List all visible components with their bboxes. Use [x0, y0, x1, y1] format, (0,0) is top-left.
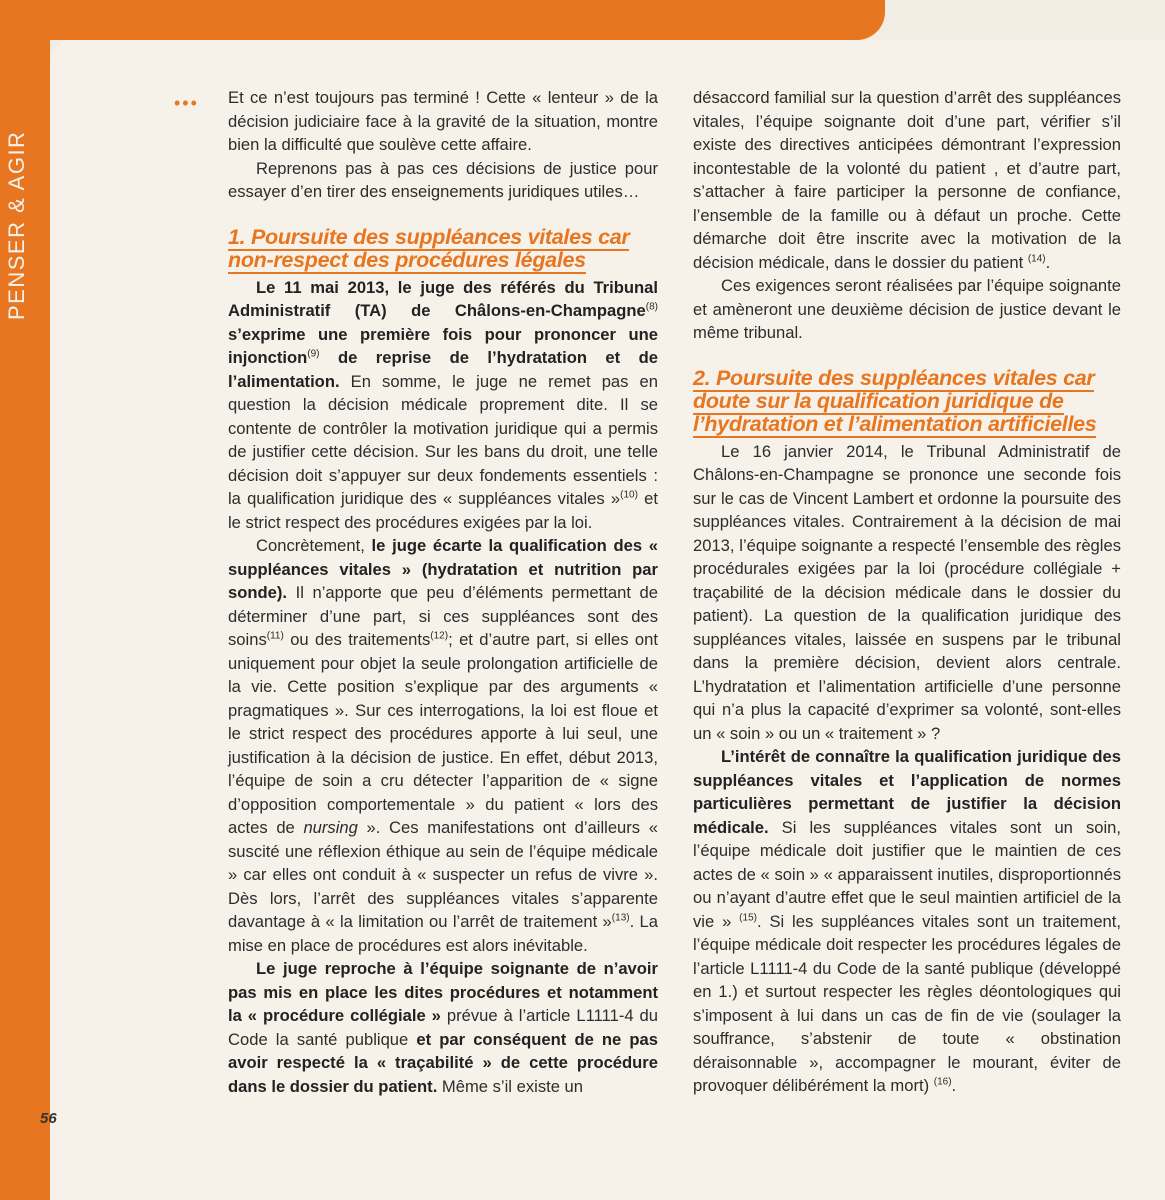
- page-number: 56: [40, 1110, 57, 1127]
- paragraph: Concrètement, le juge écarte la qualification des « suppléances vitales » (hydratation et nutrition par sonde). Il n’apporte que peu d’éléments permettant de déterminer d’une part, si ces suppléances sont des soins$^{(11)}$ ou des traitements$^{(12)}$; et d’autre part, si elles ont uniquement pour objet la seule prolongation artificielle de la vie. Cette position s’explique par des arguments « pragmatiques ». Sur ces interrogations, la loi est floue et le strict respect des procédures apporte à lui seul, une justification à la décision de justice. En effet, début 2013, l’équipe de soin a cru détecter l’apparition de « signe d’opposition comportementale » du patient « lors des actes de nursing ». Ces manifestations ont d’ailleurs « suscité une réflexion éthique au sein de l’équipe médicale » car elles ont conduit à « suspecter un refus de vivre ». Dès lors, l’arrêt des suppléances vitales s’apparente davantage à « la limitation ou l’arrêt de traitement »$^{(13)}$. La mise en place de procédures est alors inévitable.: [228, 536, 658, 955]
- paragraph: Ces exigences seront réalisées par l’équipe soignante et amèneront une deuxième décision de justice devant le même tribunal.: [693, 276, 1121, 342]
- paragraph: Reprenons pas à pas ces décisions de justice pour essayer d’en tirer des enseignements juridiques utiles…: [228, 158, 658, 201]
- section-heading-1: 1. Poursuite des suppléances vitales car non-respect des procédures légales: [228, 224, 630, 272]
- paragraph: L’intérêt de connaître la qualification juridique des suppléances vitales et l’application de normes particulières permettant de justifier la décision médicale. Si les suppléances vitales sont un soin, l’équipe médicale doit justifier que le maintien de ces actes de « soin » « apparaissent inutiles, disproportionnés ou n’ayant d’autre effet que le seul maintien artificiel de la vie » $^{(15)}$. Si les suppléances vitales sont un traitement, l’équipe médicale doit respecter les procédures légales de l’article L1111-4 du Code de la santé publique (développé en 1.) et surtout respecter les règles déontologiques qui s’imposent à lui dans un cas de fin de vie (soulager la souffrance, s’abstenir de toute « obstination déraisonnable », accompagner le mourant, éviter de provoquer délibérément la mort) $^{(16)}$.: [693, 747, 1121, 1095]
- bullet-dots-icon: •••: [174, 93, 199, 113]
- paragraph: Le juge reproche à l’équipe soignante de n’avoir pas mis en place les dites procédures et notamment la « procédure collégiale » prévue à l’article L1111-4 du Code la santé publique et par conséquent de ne pas avoir respecté la « traçabilité » de cette procédure dans le dossier du patient. Même s’il existe un: [228, 959, 658, 1096]
- right-column: [693, 86, 1121, 1098]
- section-heading-2: 2. Poursuite des suppléances vitales car doute sur la qualification juridique de l’hydratation et l’alimentation artificielles: [693, 365, 1097, 436]
- paragraph: Le 16 janvier 2014, le Tribunal Administratif de Châlons-en-Champagne se prononce une seconde fois sur le cas de Vincent Lambert et ordonne la poursuite des suppléances vitales. Contrairement à la décision de mai 2013, l’équipe soignante a respecté l’ensemble des règles procédurales exigées par la loi (procédure collégiale + traçabilité de la décision médicale dans le dossier du patient). La question de la qualification juridique des suppléances vitales, laissée en suspens par le tribunal dans la première décision, devient alors centrale. L’hydratation et l’alimentation artificielle d’une personne qui n’a plus la capacité d’exprimer sa volonté, sont-elles un « soin » ou un « traitement » ?: [693, 441, 1121, 743]
- top-orange-band: [0, 0, 885, 40]
- paragraph: Le 11 mai 2013, le juge des référés du Tribunal Administratif (TA) de Châlons-en-Champagne$^{(8)}$ s’exprime une première fois pour prononcer une injonction$^{(9)}$ de reprise de l’hydratation et de l’alimentation. En somme, le juge ne remet pas en question la décision médicale proprement dite. Il se contente de contrôler la motivation juridique qui a permis de justifier cette décision. Sur les bans du droit, une telle décision doit s’appuyer sur deux fondements essentiels : la qualification juridique des « suppléances vitales »$^{(10)}$ et le strict respect des procédures exigées par la loi.: [228, 277, 658, 532]
- section-label: PENSER & AGIR: [4, 130, 29, 320]
- left-column: [228, 86, 658, 1098]
- paragraph: désaccord familial sur la question d’arrêt des suppléances vitales, l’équipe soignante doit d’une part, vérifier s’il existe des directives anticipées démontrant l’expression incontestable de la volonté du patient , et d’autre part, s’attacher à faire participer la personne de confiance, l’ensemble de la famille ou à défaut un proche. Cette démarche doit être inscrite avec la motivation de la décision médicale, dans le dossier du patient $^{(14)}$.: [693, 88, 1121, 272]
- paragraph: Et ce n’est toujours pas terminé ! Cette « lenteur » de la décision judiciaire face à la gravité de la situation, montre bien la difficulté que soulève cette affaire.: [228, 88, 658, 154]
